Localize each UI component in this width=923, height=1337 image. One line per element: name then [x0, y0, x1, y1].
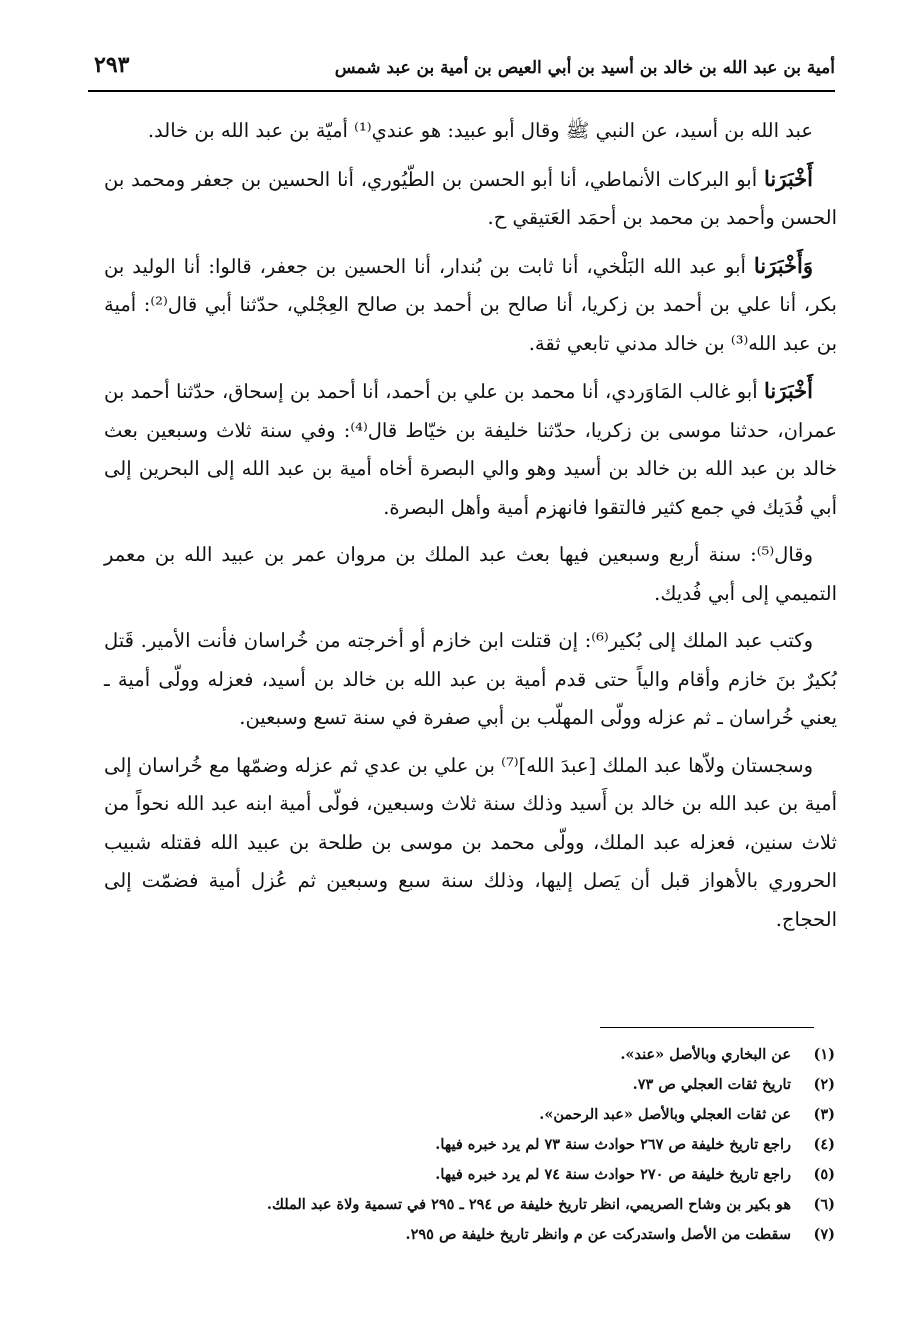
paragraph — [104, 536, 837, 613]
footnote-number: (٢) — [813, 1076, 835, 1093]
footnote — [120, 1190, 835, 1220]
paragraph-text: أبو عبد الله البَلْخي، أنا ثابت بن بُندار، أنا الحسين بن جعفر، قالوا: أنا الوليد بن بكر، أنا علي بن أحمد بن زكريا، أنا صالح بن أحمد بن صالح العِجْلي، حدّثنا أبي قال⁽²⁾: أمية بن عبد الله⁽³⁾ بن خالد مدني تابعي ثقة. — [104, 254, 837, 355]
paragraph — [104, 160, 837, 238]
paragraph — [104, 747, 837, 940]
paragraph-text: أبو غالب المَاوَردي، أنا محمد بن علي بن أحمد، أنا أحمد بن إسحاق، حدّثنا أحمد بن عمران، حدثنا موسى بن زكريا، حدّثنا خليفة بن خيّاط قال⁽⁴⁾: وفي سنة ثلاث وسبعين بعث خالد بن عبد الله بن خالد بن أسيد وهو والي البصرة أخاه أمية بن عبد الله إلى البحرين إلى أبي فُدَيك في جمع كثير فالتقوا فانهزم أمية وأهل البصرة. — [104, 380, 837, 519]
running-head: أمية بن عبد الله بن خالد بن أسيد بن أبي العيص بن أمية بن عبد شمس — [334, 58, 835, 78]
paragraph-text: وكتب عبد الملك إلى بُكير⁽⁶⁾: إن قتلت ابن خازم أو أخرجته من خُراسان فأنت الأمير. قَتل بُكيرٌ بنَ خازم وأقام والياً حتى قدم أمية بن عبد الله بن خالد بن أسيد، فعزله وولّى أمية ـ يعني خُراسان ـ ثم عزله وولّى المهلّب بن أبي صفرة في سنة تسع وسبعين. — [104, 629, 837, 729]
footnote-text: سقطت من الأصل واستدركت عن م وانظر تاريخ خليفة ص ٢٩٥. — [405, 1226, 791, 1243]
footnote-number: (٧) — [813, 1226, 835, 1243]
footnote-text: راجع تاريخ خليفة ص ٢٦٧ حوادث سنة ٧٣ لم يرد خبره فيها. — [435, 1136, 791, 1153]
footnote-number: (٦) — [813, 1196, 835, 1213]
footnotes — [120, 1040, 835, 1250]
footnote — [120, 1070, 835, 1100]
footnote — [120, 1100, 835, 1130]
paragraph — [104, 622, 837, 738]
footnote-number: (٣) — [813, 1106, 835, 1123]
footnote-divider — [600, 1027, 814, 1028]
paragraph-lead: وَأَخْبَرَنا — [753, 252, 813, 278]
page-number: ٢٩٣ — [94, 52, 130, 78]
paragraph-text: وقال⁽⁵⁾: سنة أربع وسبعين فيها بعث عبد الملك بن مروان عمر بن عبيد الله بن معمر التميمي إلى أبي فُديك. — [104, 543, 837, 605]
footnote-text: هو بكير بن وشاح الصريمي، انظر تاريخ خليفة ص ٢٩٤ ـ ٢٩٥ في تسمية ولاة عبد الملك. — [266, 1196, 791, 1213]
paragraph — [104, 112, 837, 151]
footnote-text: راجع تاريخ خليفة ص ٢٧٠ حوادث سنة ٧٤ لم يرد خبره فيها. — [435, 1166, 791, 1183]
footnote — [120, 1220, 835, 1250]
paragraph — [104, 372, 837, 527]
footnote-number: (١) — [813, 1046, 835, 1063]
footnote-text: عن البخاري وبالأصل «عند». — [620, 1046, 791, 1063]
footnote-number: (٤) — [813, 1136, 835, 1153]
footnote-text: عن ثقات العجلي وبالأصل «عبد الرحمن». — [539, 1106, 791, 1123]
footnote-number: (٥) — [813, 1166, 835, 1183]
footnote — [120, 1160, 835, 1190]
paragraph — [104, 247, 837, 364]
main-text — [104, 112, 837, 948]
footnote — [120, 1040, 835, 1070]
page-header — [88, 50, 835, 92]
paragraph-text: وسجستان ولاّها عبد الملك [عبدَ الله]⁽⁷⁾ بن علي بن عدي ثم عزله وضمّها مع خُراسان إلى أمية بن عبد الله بن خالد بن أَسيد وذلك سنة ثلاث وسبعين، فولّى أمية ابنه عبد الله نحواً من ثلاث سنين، فعزله عبد الملك، وولّى محمد بن موسى بن طلحة بن عبيد الله فقتله شبيب الحروري بالأهواز قبل أن يَصل إليها، وذلك سنة سبع وسبعين ثم عُزل أمية فضمّت إلى الحجاج. — [104, 753, 837, 931]
paragraph-lead: أَخْبَرَنا — [764, 378, 813, 403]
footnote-text: تاريخ ثقات العجلي ص ٧٣. — [632, 1076, 791, 1093]
footnote — [120, 1130, 835, 1160]
paragraph-text: أبو البركات الأنماطي، أنا أبو الحسن بن الطّيُوري، أنا الحسين بن جعفر ومحمد بن الحسن وأحمد بن محمد بن أحمَد العَتيقي ح. — [104, 167, 837, 229]
paragraph-lead: أَخْبَرَنا — [764, 165, 813, 191]
paragraph-text: عبد الله بن أسيد، عن النبي ﷺ وقال أبو عبيد: هو عندي⁽¹⁾ أميّة بن عبد الله بن خالد. — [147, 119, 813, 142]
